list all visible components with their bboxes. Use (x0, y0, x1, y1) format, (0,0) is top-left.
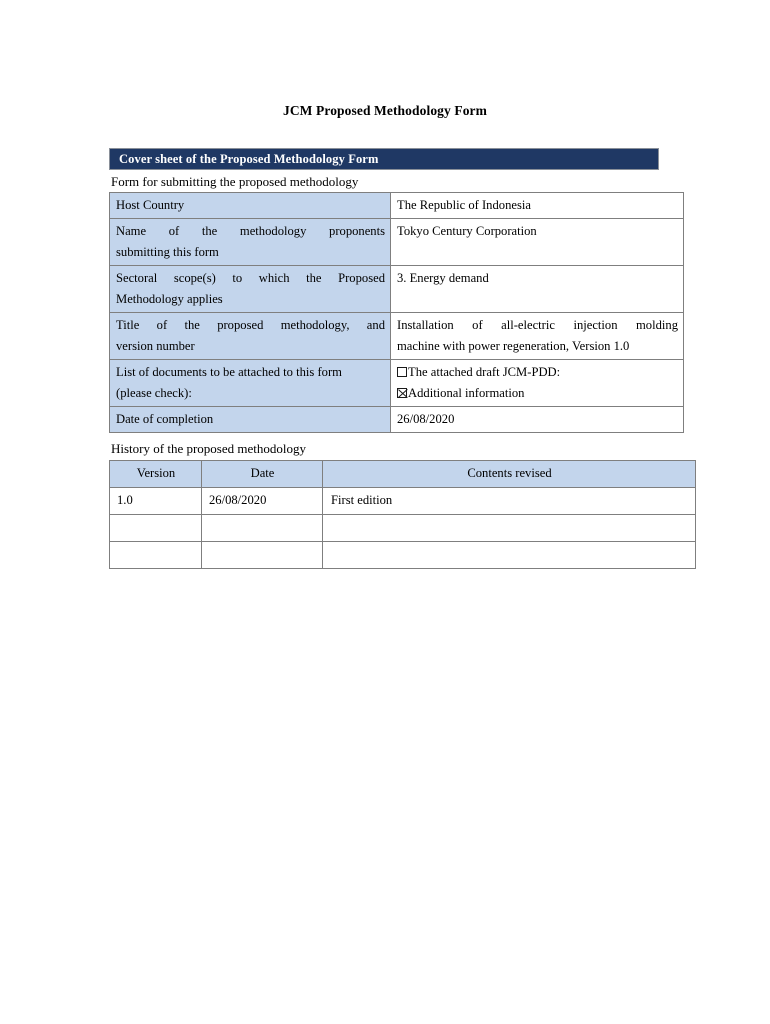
history-header-row (110, 461, 696, 488)
label-line-1: Name of the methodology proponents (116, 224, 385, 238)
table-row (110, 515, 696, 542)
history-cell-date: 26/08/2020 (202, 488, 323, 515)
cell-label-date-of-completion: Date of completion (110, 407, 391, 433)
table-row-sectoral-scope (110, 266, 684, 313)
cover-sheet-banner-label: Cover sheet of the Proposed Methodology Form (119, 151, 379, 166)
checkbox-option-additional-information[interactable] (397, 383, 678, 404)
label-line-2: version number (116, 339, 195, 353)
checkbox-option-jcm-pdd[interactable] (397, 362, 678, 383)
history-header-date: Date (202, 461, 323, 488)
checkbox-unchecked-icon[interactable] (397, 367, 407, 377)
cover-sheet-table (109, 192, 684, 433)
table-row-attached-documents (110, 360, 684, 407)
cell-value-date-of-completion: 26/08/2020 (391, 407, 684, 433)
table-row-date-of-completion (110, 407, 684, 433)
value-line-2: machine with power regeneration, Version 1.0 (397, 339, 630, 353)
table-row-proponents (110, 219, 684, 266)
value-line-1: Installation of all-electric injection molding (397, 318, 678, 332)
history-heading: History of the proposed methodology (111, 441, 306, 456)
history-cell-date (202, 542, 323, 569)
history-cell-version (110, 515, 202, 542)
cell-value-sectoral-scope: 3. Energy demand (391, 266, 684, 313)
label-line-1: Title of the proposed methodology, and (116, 318, 385, 332)
history-table (109, 460, 696, 569)
checkbox-label-additional-information: Additional information (408, 386, 525, 400)
label-line-1: Sectoral scope(s) to which the Proposed (116, 271, 385, 285)
cell-label-sectoral-scope (110, 266, 391, 313)
table-row (110, 542, 696, 569)
history-header-contents-revised: Contents revised (323, 461, 696, 488)
label-line-1: List of documents to be attached to this form (116, 365, 342, 379)
cell-label-attached-documents (110, 360, 391, 407)
cell-label-proponents (110, 219, 391, 266)
cover-sheet-banner (109, 148, 659, 170)
history-cell-contents: First edition (323, 488, 696, 515)
history-cell-version: 1.0 (110, 488, 202, 515)
page-title: JCM Proposed Methodology Form (282, 103, 487, 118)
label-line-2: Methodology applies (116, 292, 223, 306)
history-cell-contents (323, 515, 696, 542)
cell-value-methodology-title (391, 313, 684, 360)
history-header-version: Version (110, 461, 202, 488)
cell-value-proponents: Tokyo Century Corporation (391, 219, 684, 266)
history-cell-contents (323, 542, 696, 569)
cell-label-host-country: Host Country (110, 193, 391, 219)
checkbox-label-jcm-pdd: The attached draft JCM-PDD: (408, 365, 561, 379)
table-row-methodology-title (110, 313, 684, 360)
history-cell-version (110, 542, 202, 569)
table-row (110, 488, 696, 515)
cell-value-attached-documents (391, 360, 684, 407)
intro-text: Form for submitting the proposed methodology (111, 174, 359, 189)
cell-value-host-country: The Republic of Indonesia (391, 193, 684, 219)
checkbox-checked-icon[interactable] (397, 388, 407, 398)
label-line-2: (please check): (116, 386, 192, 400)
label-line-2: submitting this form (116, 245, 219, 259)
history-cell-date (202, 515, 323, 542)
cell-label-methodology-title (110, 313, 391, 360)
table-row-host-country (110, 193, 684, 219)
